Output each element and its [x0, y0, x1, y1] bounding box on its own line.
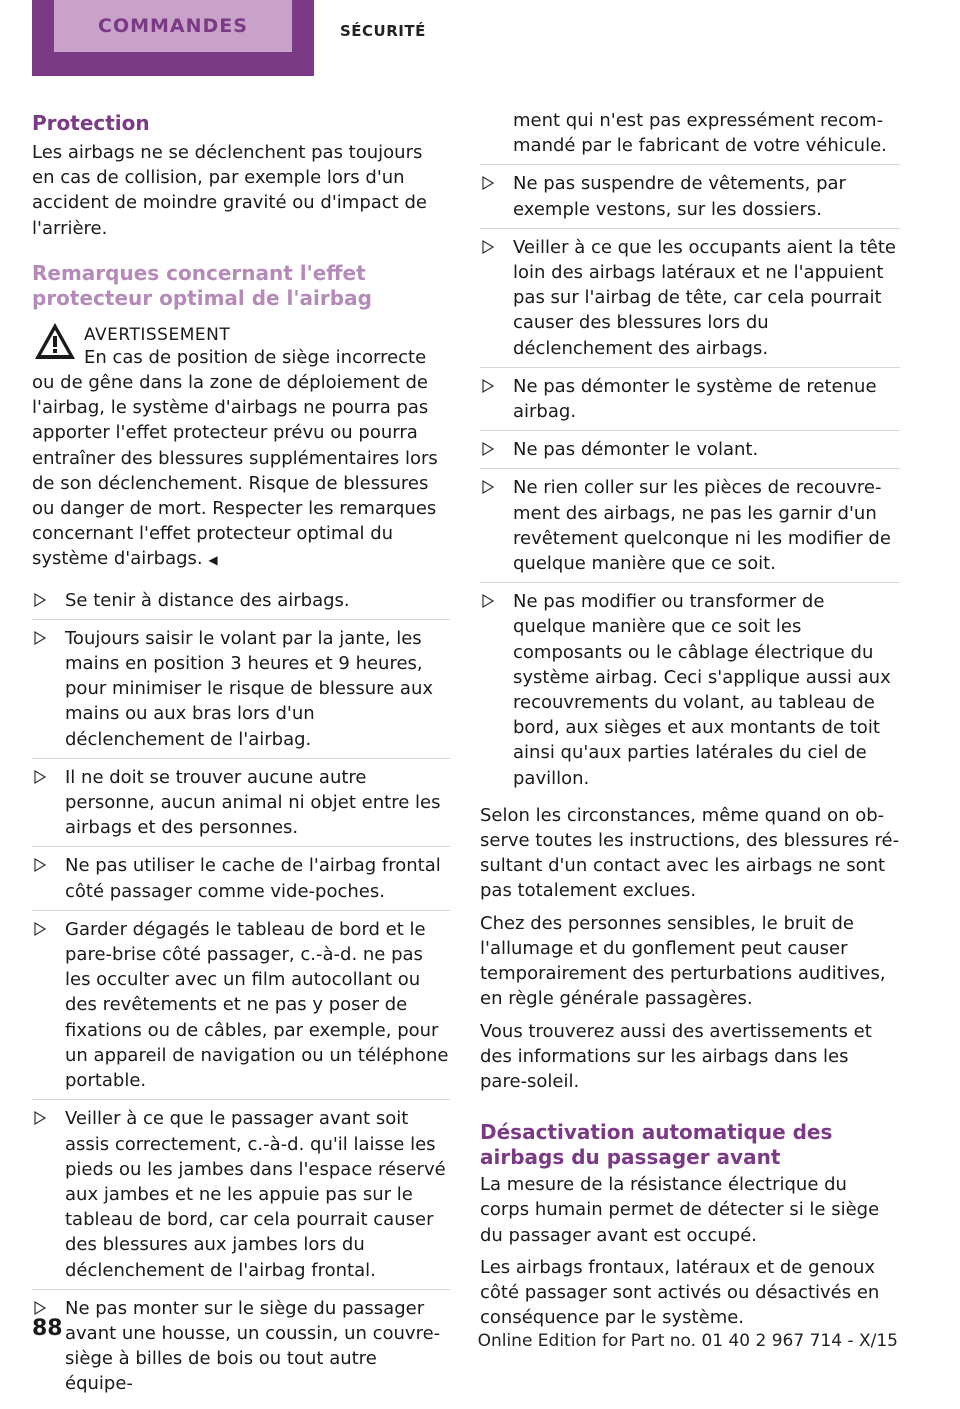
bullet-triangle-icon: [482, 379, 494, 393]
left-column: [32, 108, 450, 1409]
list-item: [480, 374, 900, 431]
protection-heading: Protection: [32, 111, 150, 135]
page-number: 88: [32, 1316, 63, 1341]
list-item-text: Ne pas démonter le volant.: [513, 439, 759, 461]
bullet-triangle-icon: [482, 594, 494, 608]
bullet-triangle-icon: [482, 176, 494, 190]
tab-commandes[interactable]: [32, 0, 314, 76]
bullet-triangle-icon: [34, 770, 46, 784]
bullet-triangle-icon: [34, 858, 46, 872]
bullet-triangle-icon: [482, 442, 494, 456]
warning-text: En cas de position de siège incorrecte ou de gêne dans la zone de déploiement de l'airbag, le système d'airbags ne pourra pas apporter l'effet protecteur prévu ou pourra entraîner des blessures supplémentaires lors de son déclenchement. Risque de blessures ou danger de mort. Respecter les remarques concernant l'effet protecteur optimal du système d'airbags.: [32, 346, 438, 570]
list-item: [32, 1296, 450, 1403]
bullet-list-right: [480, 171, 900, 796]
bullet-triangle-icon: [34, 922, 46, 936]
list-item: [480, 589, 900, 797]
warning-body: [32, 345, 450, 574]
bullet-triangle-icon: [482, 480, 494, 494]
paragraph-circonstances: Selon les circonstances, même quand on observe toutes les instructions, des blessures résultant d'un contact avec les airbags ne sont pas totalement exclues.: [480, 804, 900, 902]
paragraph-pare-soleil: Vous trouverez aussi des avertissements et des informations sur les airbags dans les pare-soleil.: [480, 1020, 872, 1092]
list-item-text: Ne pas démonter le système de retenue airbag.: [513, 375, 877, 423]
list-item: [480, 475, 900, 583]
list-item-text: Toujours saisir le volant par la jante, les mains en position 3 heures et 9 heures, pour minimiser le risque de blessure aux mains ou aux bras lors d'un déclenchement de l'airbag.: [65, 627, 434, 750]
bullet-triangle-icon: [482, 240, 494, 254]
list-item: [32, 626, 450, 759]
bullet-triangle-icon: [34, 1111, 46, 1125]
list-item-text: Veiller à ce que les occupants aient la tête loin des airbags latéraux et ne l'appuient pas sur l'airbag de tête, car cela pourrait causer des blessures lors du déclenchement des airbags.: [513, 236, 896, 359]
list-item-text: Se tenir à distance des airbags.: [65, 589, 350, 611]
list-item: [480, 171, 900, 228]
list-item: [480, 437, 900, 469]
list-item-text: Ne pas utiliser le cache de l'airbag frontal côté passager comme vide-poches.: [65, 855, 441, 902]
list-item: [32, 588, 450, 620]
list-item-text: Ne rien coller sur les pièces de recouvrement des airbags, ne pas les garnir d'un revêtement quelconque ni les modifier de quelque manière que ce soit.: [513, 477, 891, 575]
tab-commandes-inner: [54, 0, 292, 52]
bullet-triangle-icon: [34, 1301, 46, 1315]
warning-block: [32, 323, 450, 574]
list-item-text: Il ne doit se trouver aucune autre personne, aucun animal ni objet entre les airbags et des personnes.: [65, 766, 441, 839]
section-heading-remarques: Remarques concernant l'effet protecteur optimal de l'airbag: [32, 260, 372, 310]
bullet-triangle-icon: [34, 631, 46, 645]
list-item: [32, 917, 450, 1100]
footer-edition: Online Edition for Part no. 01 40 2 967 714 - X/15: [477, 1331, 898, 1351]
warning-title: AVERTISSEMENT: [84, 324, 231, 345]
protection-paragraph: Les airbags ne se déclenchent pas toujours en cas de collision, par exemple lors d'un accident de moindre gravité ou d'impact de l'arrière.: [32, 142, 427, 239]
list-item: [32, 1106, 450, 1289]
list-item-text: Ne pas monter sur le siège du passager avant une housse, un coussin, un couvre-siège à billes de bois ou tout autre équipe-: [65, 1297, 441, 1395]
paragraph-mesure-resistance: La mesure de la résistance électrique du corps humain permet de détecter si le siège du passager avant est occupé.: [480, 1174, 880, 1246]
bullet-list-left: [32, 588, 450, 1403]
bullet-triangle-icon: [34, 593, 46, 607]
list-item-text: Veiller à ce que le passager avant soit assis correctement, c.-à-d. qu'il laisse les pieds ou les jambes dans l'espace réservé aux jambes et ne les appuie pas sur le tableau de bord, car cela pourrait causer des blessures aux jambes lors du déclenchement de l'airbag frontal.: [65, 1108, 446, 1281]
list-item-text: Ne pas suspendre de vêtements, par exemple vestons, sur les dossiers.: [513, 173, 846, 220]
tab-commandes-label: COMMANDES: [98, 15, 248, 37]
list-item: [480, 235, 900, 368]
tab-securite[interactable]: SÉCURITÉ: [340, 22, 426, 40]
section-heading-desactivation: Désactivation automatique des airbags du passager avant: [480, 1120, 833, 1170]
right-column: [480, 108, 900, 1337]
paragraph-airbags-actives: Les airbags frontaux, latéraux et de genoux côté passager sont activés ou désactivés en conséquence par le système.: [480, 1256, 880, 1329]
paragraph-personnes-sensibles: Chez des personnes sensibles, le bruit de l'allumage et du gonflement peut causer temporairement des perturbations auditives, en règle générale passagères.: [480, 912, 886, 1010]
list-item-text: Garder dégagés le tableau de bord et le pare-brise côté passager, c.-à-d. ne pas les occulter avec un film autocollant ou des revêtements et ne pas y poser de fixations ou de câbles, par exemple, pour un appareil de navigation ou un téléphone portable.: [65, 918, 449, 1092]
list-item-text: Ne pas modifier ou transformer de quelque manière que ce soit les composants ou le câblage électrique du système airbag. Ceci s'applique aussi aux recouvrements du volant, au tableau de bord, aux sièges et aux montants de toit ainsi qu'aux parties latérales du ciel de pavillon.: [513, 591, 891, 789]
end-marker-icon: ◀: [208, 553, 218, 568]
header-tabs: [32, 0, 732, 76]
bullet-continuation: ment qui n'est pas expressément recommandé par le fabricant de votre véhicule.: [480, 108, 900, 165]
list-item: [32, 765, 450, 848]
list-item: [32, 853, 450, 910]
